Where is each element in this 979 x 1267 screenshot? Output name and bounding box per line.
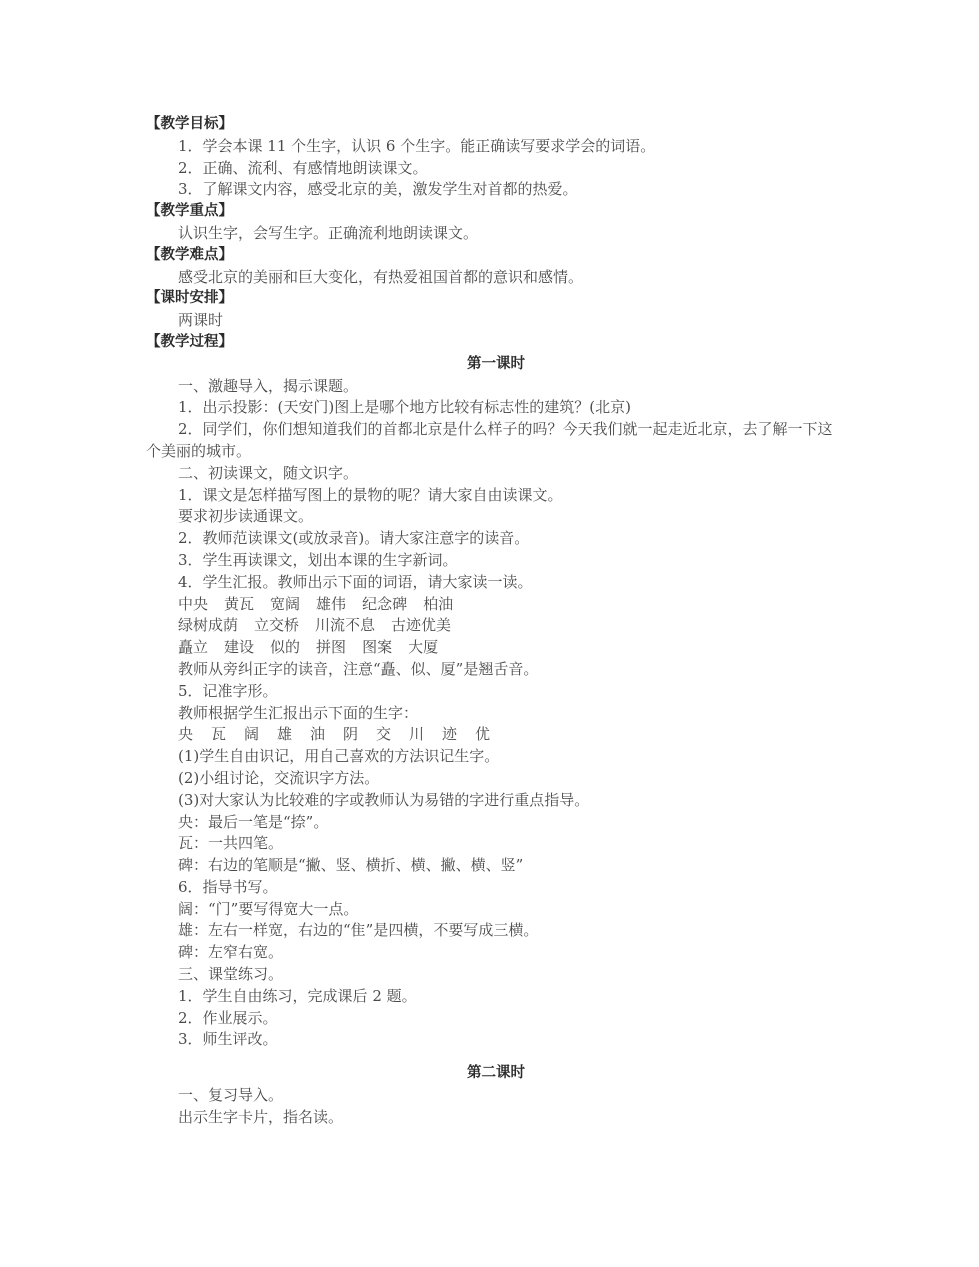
goal-item-3: 3．了解课文内容，感受北京的美，激发学生对首都的热爱。: [178, 180, 578, 199]
note-1: 央：最后一笔是“捺”。: [178, 812, 329, 831]
char: 阔: [244, 725, 260, 744]
lesson2-step1: 一、复习导入。: [178, 1086, 284, 1105]
word: 大厦: [408, 638, 439, 657]
word: 立交桥: [254, 616, 300, 635]
char: 迹: [442, 725, 458, 744]
note-2: 瓦：一共四笔。: [178, 834, 284, 853]
lesson1-step1-1: 1．出示投影：(天安门)图上是哪个地方比较有标志性的建筑？(北京): [178, 398, 631, 417]
lesson1-step2-2: 2．教师范读课文(或放录音)。请大家注意字的读音。: [178, 529, 530, 548]
lesson1-step2: 二、初读课文，随文识字。: [178, 463, 359, 482]
spacer: [146, 1051, 846, 1063]
lesson1-step2-5: 5．记准字形。: [178, 681, 278, 700]
word: 纪念碑: [362, 594, 408, 613]
lesson1-step3-2: 2．作业展示。: [178, 1008, 278, 1027]
memo-1: (1)学生自由识记，用自己喜欢的方法识记生字。: [178, 747, 500, 766]
schedule-heading: 【课时安排】: [146, 290, 233, 307]
lesson1-step2-4b: 教师从旁纠正字的读音，注意“矗、似、厦”是翘舌音。: [178, 659, 539, 678]
char: 瓦: [211, 725, 227, 744]
schedule-text: 两课时: [178, 311, 224, 330]
goal-item-1: 1．学会本课 11 个生字，认识 6 个生字。能正确读写要求学会的词语。: [178, 136, 656, 155]
memo-3: (3)对大家认为比较难的字或教师认为易错的字进行重点指导。: [178, 790, 590, 809]
char: 央: [178, 725, 194, 744]
lesson1-step2-4: 4．学生汇报。教师出示下面的词语，请大家读一读。: [178, 572, 533, 591]
char-row: [146, 724, 846, 746]
char: 交: [376, 725, 392, 744]
word: 似的: [270, 638, 301, 657]
lesson1-step2-5b: 教师根据学生汇报出示下面的生字：: [178, 703, 419, 722]
char: 油: [310, 725, 326, 744]
word: 川流不息: [315, 616, 376, 635]
lesson1-step2-1: 1．课文是怎样描写图上的景物的呢？请大家自由读课文。: [178, 485, 563, 504]
writing-note-2: 雄：左右一样宽，右边的“隹”是四横，不要写成三横。: [178, 921, 539, 940]
lesson1-step1: 一、激趣导入，揭示课题。: [178, 376, 359, 395]
lesson1-step3: 三、课堂练习。: [178, 965, 284, 984]
char: 川: [409, 725, 425, 744]
char: 雄: [277, 725, 293, 744]
word: 雄伟: [316, 594, 347, 613]
lesson1-step2-6: 6．指导书写。: [178, 877, 278, 896]
goal-heading: 【教学目标】: [146, 116, 233, 132]
lesson1-title: 第一课时: [467, 355, 525, 372]
word: 古迹优美: [391, 616, 452, 635]
lesson1-step2-3: 3．学生再读课文，划出本课的生字新词。: [178, 550, 458, 569]
word: 黄瓦: [224, 594, 255, 613]
goal-item-2: 2．正确、流利、有感情地朗读课文。: [178, 158, 428, 177]
process-heading: 【教学过程】: [146, 333, 233, 350]
key-text: 认识生字，会写生字。正确流利地朗读课文。: [178, 223, 479, 242]
lesson1-step3-3: 3．师生评改。: [178, 1030, 278, 1049]
word-row-3: [146, 637, 846, 659]
word: 中央: [178, 594, 209, 613]
difficulty-heading: 【教学难点】: [146, 246, 233, 263]
writing-note-3: 碑：左窄右宽。: [178, 943, 284, 962]
word: 宽阔: [270, 594, 301, 613]
char: 优: [475, 725, 491, 744]
lesson1-step1-2: 2．同学们，你们想知道我们的首都北京是什么样子的吗？今天我们就一起走近北京，去了解一下这个美丽的城市。: [146, 420, 833, 460]
lesson1-step2-1b: 要求初步读通课文。: [178, 507, 314, 526]
word: 拼图: [316, 638, 347, 657]
key-heading: 【教学重点】: [146, 203, 233, 220]
lesson-plan-page: [146, 114, 846, 1129]
memo-2: (2)小组讨论，交流识字方法。: [178, 768, 380, 787]
word-row-2: [146, 615, 846, 637]
char: 阴: [343, 725, 359, 744]
word: 矗立: [178, 638, 209, 657]
writing-note-1: 阔：“门”要写得宽大一点。: [178, 899, 359, 918]
word-row-1: [146, 594, 846, 616]
lesson2-step1-1: 出示生字卡片，指名读。: [178, 1107, 344, 1126]
word: 柏油: [423, 594, 454, 613]
difficulty-text: 感受北京的美丽和巨大变化，有热爱祖国首都的意识和感情。: [178, 267, 584, 286]
word: 绿树成荫: [178, 616, 239, 635]
word: 建设: [224, 638, 255, 657]
lesson2-title: 第二课时: [467, 1065, 525, 1082]
word: 图案: [362, 638, 393, 657]
lesson1-step3-1: 1．学生自由练习，完成课后 2 题。: [178, 986, 417, 1005]
note-3: 碑：右边的笔顺是“撇、竖、横折、横、撇、横、竖”: [178, 856, 524, 875]
